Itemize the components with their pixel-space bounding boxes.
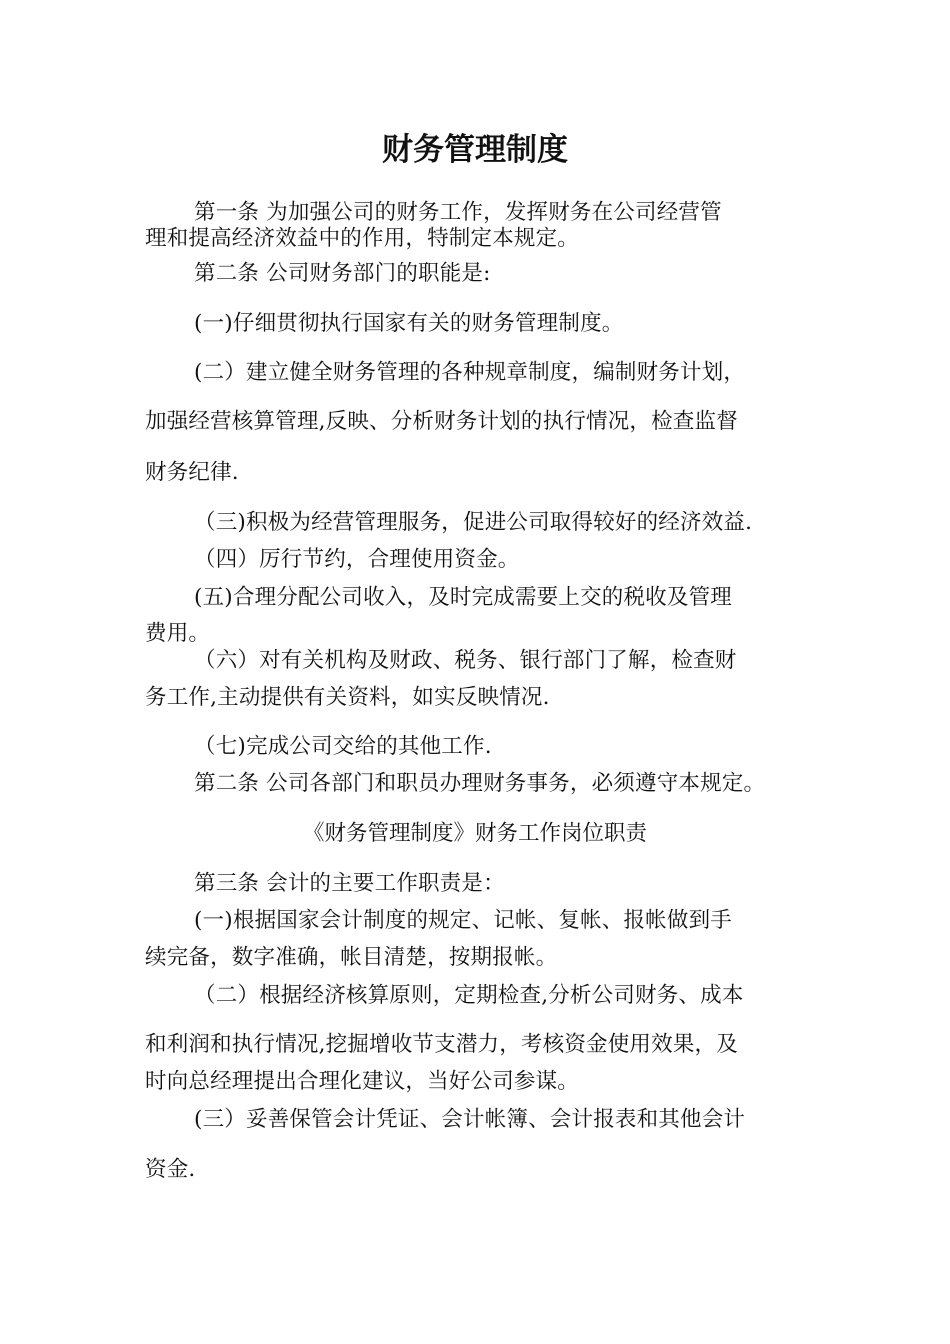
paragraph-line: 续完备，数字准确，帐目清楚，按期报帐。 bbox=[145, 945, 558, 970]
paragraph-line: 第二条 公司财务部门的职能是: bbox=[194, 261, 491, 286]
paragraph-line: 时向总经理提出合理化建议，当好公司参谋。 bbox=[145, 1069, 580, 1094]
paragraph-line: (一)仔细贯彻执行国家有关的财务管理制度。 bbox=[194, 311, 624, 336]
paragraph-line: 务工作,主动提供有关资料，如实反映情况. bbox=[145, 685, 550, 710]
paragraph-line: （七)完成公司交给的其他工作. bbox=[194, 734, 492, 759]
paragraph-line: 资金. bbox=[145, 1157, 196, 1182]
paragraph-line: 财务纪律. bbox=[145, 460, 239, 485]
paragraph-line: 费用。 bbox=[145, 621, 211, 646]
paragraph-line: 和利润和执行情况,挖掘增收节支潜力，考核资金使用效果，及 bbox=[145, 1032, 738, 1057]
paragraph-line: (五)合理分配公司收入，及时完成需要上交的税收及管理 bbox=[194, 585, 732, 610]
paragraph-line: 第三条 会计的主要工作职责是： bbox=[194, 871, 505, 896]
paragraph-line: 加强经营核算管理,反映、分析财务计划的执行情况，检查监督 bbox=[145, 409, 738, 434]
paragraph-line: (二）建立健全财务管理的各种规章制度，编制财务计划， bbox=[194, 360, 746, 385]
paragraph-line: （二）根据经济核算原则，定期检查,分析公司财务、成本 bbox=[194, 983, 744, 1008]
paragraph-line: (一)根据国家会计制度的规定、记帐、复帐、报帐做到手 bbox=[194, 908, 732, 933]
paragraph-line: 第一条 为加强公司的财务工作，发挥财务在公司经营管 bbox=[194, 200, 722, 225]
paragraph-line: （三)积极为经营管理服务，促进公司取得较好的经济效益. bbox=[194, 510, 753, 535]
paragraph-line: （六）对有关机构及财政、税务、银行部门了解，检查财 bbox=[194, 648, 737, 673]
paragraph-line: (三）妥善保管会计凭证、会计帐簿、会计报表和其他会计 bbox=[194, 1107, 746, 1132]
paragraph-line: 理和提高经济效益中的作用，特制定本规定。 bbox=[145, 226, 580, 251]
document-title: 财务管理制度 bbox=[382, 132, 568, 168]
paragraph-line: 第二条 公司各部门和职员办理财务事务，必须遵守本规定。 bbox=[194, 771, 766, 796]
section-subtitle: 《财务管理制度》财务工作岗位职责 bbox=[302, 821, 647, 846]
paragraph-line: （四）厉行节约，合理使用资金。 bbox=[194, 547, 520, 572]
